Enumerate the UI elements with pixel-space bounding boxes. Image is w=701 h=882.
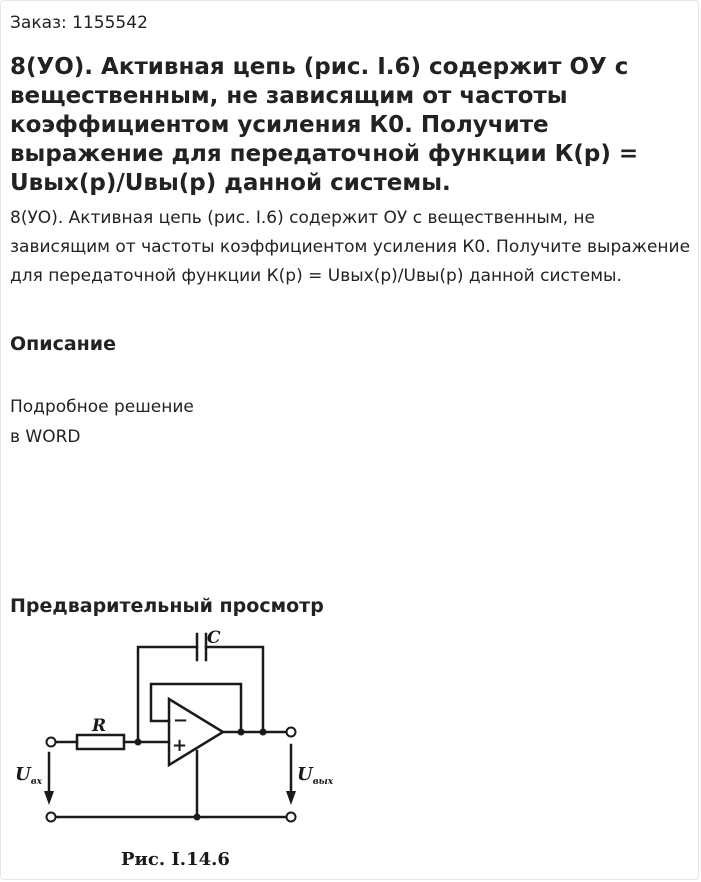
wire-cap-right (206, 647, 263, 732)
junction-output-1 (238, 729, 245, 736)
label-uout (297, 764, 334, 787)
preview-heading: Предварительный просмотр (10, 595, 324, 617)
figure-caption: Рис. I.14.6 (121, 849, 230, 870)
label-uin (15, 764, 43, 787)
label-r: R (92, 716, 107, 736)
label-uin-main: U (15, 764, 31, 785)
junction-output-2 (260, 729, 267, 736)
label-uin-sub: вх (30, 777, 42, 787)
arrow-uout-head (286, 791, 296, 805)
junction-input (135, 739, 142, 746)
description-heading: Описание (10, 333, 117, 355)
description-line-2: в WORD (10, 427, 81, 447)
terminal-input-bottom (47, 813, 56, 822)
description-line-1: Подробное решение (10, 397, 194, 417)
arrow-uin-head (44, 791, 54, 805)
label-opamp-minus: − (173, 710, 189, 731)
label-c: C (207, 628, 221, 648)
label-uout-sub: вых (312, 777, 334, 787)
task-title: 8(УО). Активная цепь (рис. I.6) содержит ОУ с вещественным, не зависящим от частоты коэффициентом усиления К0. Получите выражение для передаточной функции К(р) = Uвых(р)/Uвы(р) данной системы. (10, 54, 639, 196)
wire-inner-feedback (151, 684, 241, 732)
circuit-diagram (1, 619, 401, 881)
junction-ground (194, 814, 201, 821)
terminal-input-top (47, 738, 56, 747)
wire-cap-left (138, 647, 197, 742)
terminal-output-top (287, 728, 296, 737)
task-body: 8(УО). Активная цепь (рис. I.6) содержит ОУ с вещественным, не зависящим от частоты коэффициентом усиления К0. Получите выражение для передаточной функции К(р) = Uвых(р)/Uвы(р) данной системы. (10, 208, 691, 286)
label-opamp-plus: + (172, 735, 188, 756)
label-uout-main: U (297, 764, 313, 785)
resistor-r (77, 735, 124, 749)
circuit-preview-image (1, 619, 401, 881)
order-number: Заказ: 1155542 (10, 13, 148, 33)
terminal-output-bottom (287, 813, 296, 822)
